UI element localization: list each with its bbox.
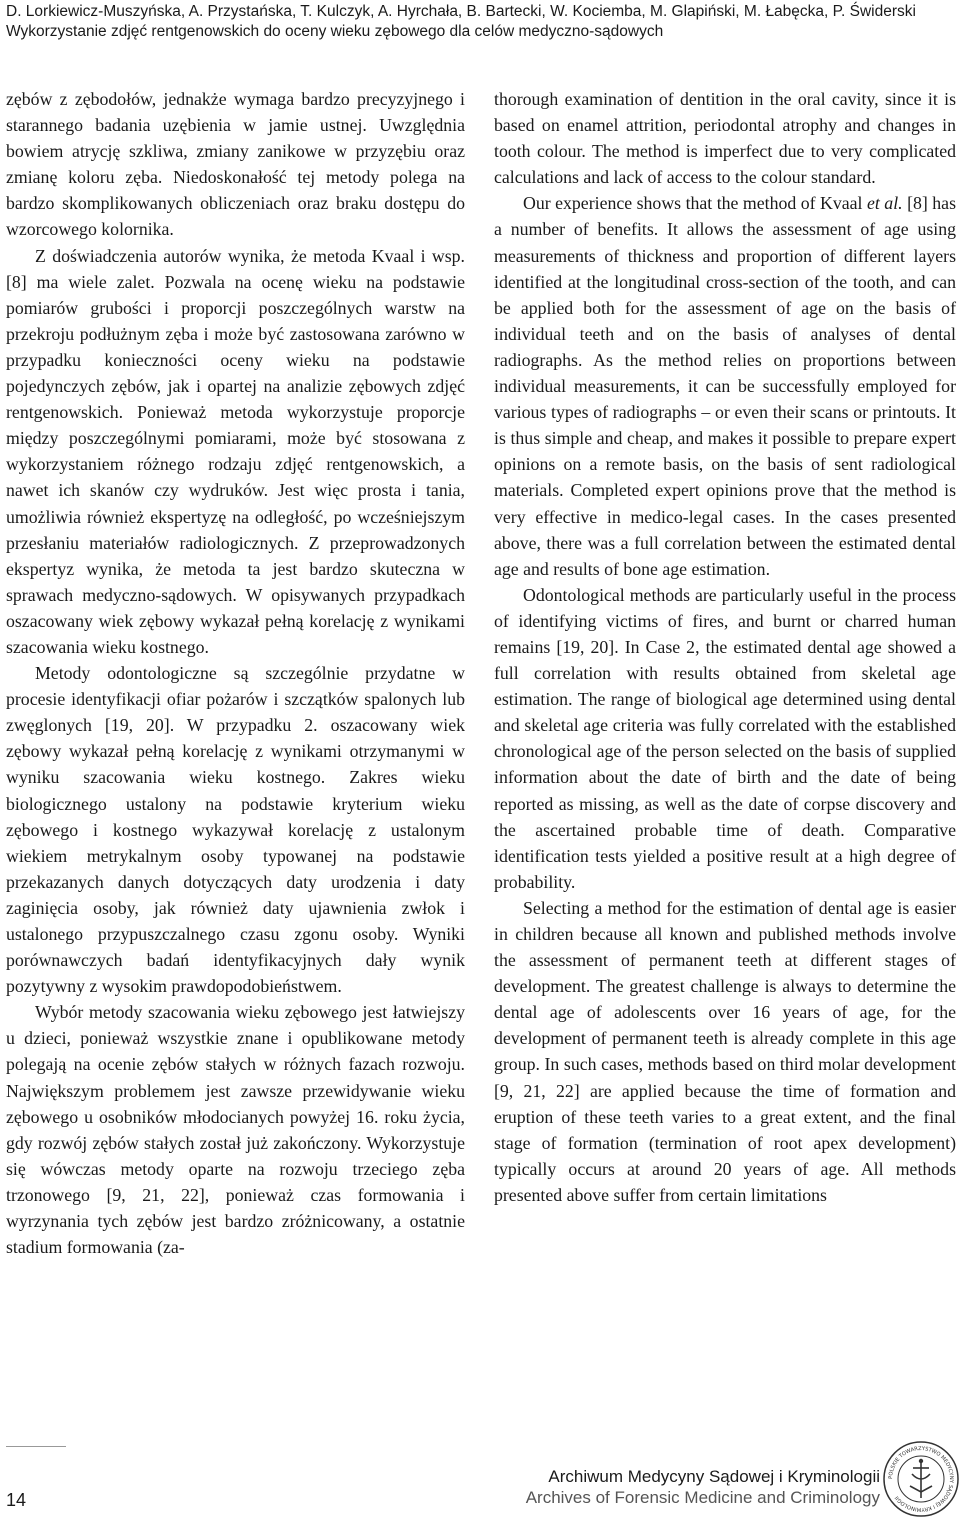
seal-ring-text: POLSKIE TOWARZYSTWO MEDYCYNY SĄDOWEJ I KRYMINOLOGII xyxy=(887,1445,955,1513)
left-column-polish xyxy=(6,86,465,1260)
society-seal-icon xyxy=(882,1440,960,1518)
footer-divider xyxy=(6,1446,66,1447)
paragraph: Z doświadczenia autorów wynika, że metoda Kvaal i wsp. [8] ma wiele zalet. Pozwala na ocenę wieku na podstawie pomiarów grubości i proporcji poszczególnych warstw na przekroju podłużnym zęba i może być zastosowana zarówno w przypadku konieczności oceny wieku na podstawie pojedynczych zębów, jak i opartej na analizie zębowych zdjęć rentgenowskich. Ponieważ metoda wykorzystuje proporcje między poszczególnymi pomiarami, może być stosowana z wykorzystaniem różnego rodzaju zdjęć rentgenowskich, a nawet ich skanów czy wydruków. Jest więc prosta i tania, umożliwia również ekspertyzę na odległość, po wcześniejszym przesłaniu materiałów radiologicznych. Z przeprowadzonych ekspertyz wynika, że metoda ta jest bardzo skuteczna w sprawach medyczno-sądowych. W opisywanych przypadkach oszacowany wiek zębowy wykazał pełną korelację z wynikami szacowania wieku kostnego. xyxy=(6,245,465,657)
citation-et-al: et al. xyxy=(866,193,903,214)
text-run: [8] has a number of benefits. It allows the assessment of age using measurements of thickness and proportion of different layers identified at the longitudinal cross-section of the tooth, and can be applied both for the assessment of age on the basis of individual teeth and on the basis of analyses of dental radiographs. As the method relies on proportions between individual measurements, it can be successfully employed for various types of radiographs – or even their scans or printouts. It is thus simple and cheap, and makes it possible to prepare expert opinions on a remote basis, on the basis of sent radiological materials. Completed expert opinions prove that the method is very effective in medico-legal cases. In the cases presented above, there was a full correlation between the estimated dental age and results of bone age estimation. xyxy=(494,193,956,579)
paragraph: Selecting a method for the estimation of dental age is easier in children because all known and published methods involve the assessment of permanent teeth at different stages of development. The greatest challenge is always to determine the dental age of adolescents over 16 years of age, for the development of permanent teeth is already complete in this age group. In such cases, methods based on third molar development [9, 21, 22] are applied because the time of formation and eruption of these teeth varies to a great extent, and the final stage of formation (termination of root apex development) typically occurs at around 20 years of age. All methods presented above suffer from certain limitations xyxy=(494,897,956,1205)
paragraph: Odontological methods are particularly useful in the process of identifying victims of fires, and burnt or charred human remains [19, 20]. In Case 2, the estimated dental age showed a full correlation with results obtained from skeletal age estimation. The range of biological age determined using dental and skeletal age criteria was fully correlated with the established chronological age of the person selected on the basis of supplied information about the date of birth and the date of being reported as missing, as well as the date of corpse discovery and the ascertained probable time of death. Comparative identification tests yielded a positive result at a high degree of probability. xyxy=(494,584,956,892)
paragraph: Wybór metody szacowania wieku zębowego jest łatwiejszy u dzieci, ponieważ wszystkie znane i opublikowane metody polegają na ocenie zębów stałych w różnych fazach rozwoju. Największym problemem jest zawsze przewidywanie wieku zębowego u osobników młodocianych powyżej 16. roku życia, gdy rozwój zębów stałych został już zakończony. Wykorzystuje się wówczas metody oparte na rozwoju trzeciego zęba trzonowego [9, 21, 22], ponieważ czas formowania i wyrzynania tych zębów jest bardzo zróżnicowany, a ostatnie stadium formowania (za- xyxy=(6,1002,465,1258)
right-column-english xyxy=(494,86,956,1208)
paragraph: Metody odontologiczne są szczególnie przydatne w procesie identyfikacji ofiar pożarów i szczątków spalonych lub zwęglonych [19, 20]. W przypadku 2. oszacowany wiek zębowy wykazał pełną korelację z wynikami otrzymanymi w wyniku szacowania wieku kostnego. Zakres wieku biologicznego ustalony na podstawie kryterium wieku zębowego i kostnego wykazywał korelację z ustalonym wiekiem metrykalnym osoby typowanej na podstawie przekazanych danych dotyczących daty urodzenia i daty zaginięcia osoby, jak również daty ujawnienia zwłok i ustalonego przypuszczalnego czasu zgonu osoby. Wyniki porównawczych badań identyfikacyjnych dały wynik pozytywny z wysokim prawdopodobieństwem. xyxy=(6,663,465,997)
text-run: Our experience shows that the method of Kvaal xyxy=(523,193,867,214)
journal-title-polish: Archiwum Medycyny Sądowej i Kryminologii xyxy=(548,1467,880,1486)
running-header xyxy=(6,2,946,42)
journal-name xyxy=(526,1466,880,1508)
paragraph: zębów z zębodołów, jednakże wymaga bardzo precyzyjnego i starannego badania uzębienia w jamie ustnej. Uwzględnia bowiem atrycję szkliwa, zmiany zanikowe w przyzębiu oraz zmianę koloru zęba. Niedoskonałość tej metody polega na bardzo skomplikowanych obliczeniach oraz braku dostępu do wzorcowego kolornika. xyxy=(6,89,465,240)
header-authors: D. Lorkiewicz-Muszyńska, A. Przystańska, T. Kulczyk, A. Hyrchała, B. Bartecki, W. Kociemba, M. Glapiński, M. Łabęcka, P. Świderski xyxy=(6,3,916,20)
page-number: 14 xyxy=(6,1490,27,1510)
paragraph xyxy=(494,190,956,581)
paragraph: thorough examination of dentition in the oral cavity, since it is based on enamel attrition, periodontal atrophy and changes in tooth colour. The method is imperfect due to very complicated calculations and lack of access to the colour standard. xyxy=(494,89,956,188)
journal-title-english: Archives of Forensic Medicine and Criminology xyxy=(525,1488,880,1507)
header-title: Wykorzystanie zdjęć rentgenowskich do oceny wieku zębowego dla celów medyczno-sądowych xyxy=(6,23,664,40)
